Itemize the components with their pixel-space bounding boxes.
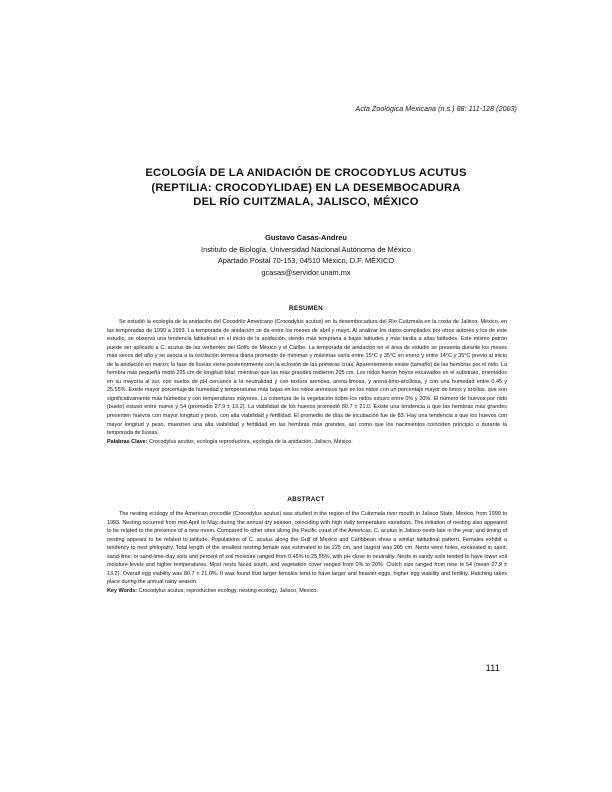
- title-line-1: ECOLOGÍA DE LA ANIDACIÓN DE CROCODYLUS ACUTUS: [145, 167, 467, 179]
- abstract-heading: ABSTRACT: [287, 496, 325, 503]
- title-line-3: DEL RÍO CUITZMALA, JALISCO, MÉXICO: [193, 196, 419, 208]
- resumen-body: Se estudió la ecología de la anidación del Cocodrilo Americano (Crocodylus acutus) en la desembocadura del Río Cuitzmala en la costa de Jalisco, México, en las temporadas de 1990 a 1993. La temporada de anidación se da entre los meses de abril y mayo. Al analizar los datos compilados por otros autores y los de este estudio, se observa una tendencia latitudinal en el inicio de la anidación, siendo más temprana a bajas latitudes y más tardía a altas latitudes. Este mismo patrón puede ser aplicado a C. acutus de las vertientes del Golfo de México y el Caribe. La temporada de anidación en el área de estudio se presenta durante los meses más secos del año y se asocia a la oscilación térmica diaria promedio de mínimas y máximas varía entre 15°C y 35°C en enero y entre 14°C y 35°C previo al inicio de la anidación en marzo; la fase de lluvias viene posteriormente con la eclosión de las primeras crías. Aparentemente existe (tamaño) de las hembras por el nido. La hembra más pequeña midió 225 cm de longitud total, mientras que las más grandes midieron 205 cm. Los nidos fueron hoyos excavados en el substrato, orientados en su mayoría al sur, con suelos de pH cercanos a la neutralidad y con textura arenosa, arena-limosa, y arena-limo-arcillosa, y con una humedad entre 0.45 y 25.55%. Existe mayor porcentaje de humedad y temperaturas más bajas en los nidos arenosos que en los nidos con un porcentaje mayor de limos y arcillas, que son significativamente más húmedos y con temperaturas mayores. La cobertura de la vegetación sobre los nidos estuvo entre 0% y 20%. El número de huevos por nido (bueto) estuvo entre nueve y 54 (promedio 27.9 ± 13.2). La viabilidad de los huevos promedió 80.7 ± 21.0. Existe una tendencia a que las hembras más grandes presenten huevos con mayor longitud y peso, con alta viabilidad y fertilidad. El promedio de días de incubación fue de 83. Hay una tendencia a que los huevos con mayor longitud y peso, muestren una alta viabilidad y fertilidad en las hembras más grandes, así como que los nacimientos coinciden principio o durante la temporada de lluvias.: [107, 319, 507, 437]
- journal-citation: Acta Zoológica Mexicana (n.s.) 88: 111-128 (2003): [355, 106, 517, 113]
- abstract-keywords-label: Key Words:: [107, 587, 138, 594]
- author-block: [60, 232, 552, 278]
- resumen-keywords: [107, 438, 507, 447]
- author-name: Gustavo Casas-Andreu: [265, 233, 347, 242]
- abstract-keywords: [107, 587, 507, 596]
- author-affiliation: Instituto de Biología, Universidad Nacional Autónoma de México: [201, 244, 411, 254]
- paper-title: [60, 166, 552, 210]
- resumen-section: [107, 318, 507, 446]
- abstract-keywords-text: Crocodylus acutus, reproductive ecology, nesting ecology, Jalisco, Mexico.: [138, 587, 318, 594]
- resumen-keywords-text: Crocodylus acutus, ecología reproductora, ecología de la anidación, Jalisco, México.: [149, 438, 353, 445]
- author-email: gcasas@servidor.unam.mx: [261, 267, 351, 277]
- author-address: Apartado Postal 70-153, 04510 México, D.F. MÉXICO: [217, 256, 395, 265]
- abstract-body: The nesting ecology of the American crocodile (Crocodylus acutus) was studied in the region of the Cuitzmala river mouth in Jalisco State, Mexico, from 1990 to 1993. Nesting occurred from mid-April to May, during the annual dry season, coinciding with high daily temperature variations. The initiation of nesting also appeared to be related to the presence of a new moon. Compared to other sites along the Pacific coast of the Americas, C. acutus in Jalisco nests late in the year, and timing of nesting appears to be related to latitude. Populations of C. acutus along the Gulf of Mexico and Caribbean show a similar latitudinal pattern. Females exhibit a tendency to nest philopatry. Total length of the smallest nesting female was estimated to be 225 cm, and largest was 205 cm. Nests were holes, excavated in sand, sand-lime, or sand-lime-clay soils and percent of soil moisture ranged from 0.45% to 25.55%, with pH close to neutrality. Nests in sandy soils tended to have lower soil moisture levels and higher temperatures. Most nests faced south, and vegetation cover ranged from 0% to 20%. Clutch size ranged from nine to 54 (mean 27.9 ± 13.2). Overall egg viability was 80.7 ± 21.0%. It was found that larger females tend to have larger and heavier eggs, higher egg viability and fertility. Hatching takes place during the annual rainy season.: [107, 511, 507, 586]
- resumen-keywords-label: Palabras Clave:: [107, 438, 148, 445]
- page-number: 111: [485, 663, 500, 674]
- abstract-section: [107, 510, 507, 595]
- resumen-heading: RESUMEN: [288, 305, 324, 312]
- title-line-2: (REPTILIA: CROCODYLIDAE) EN LA DESEMBOCADURA: [151, 181, 461, 194]
